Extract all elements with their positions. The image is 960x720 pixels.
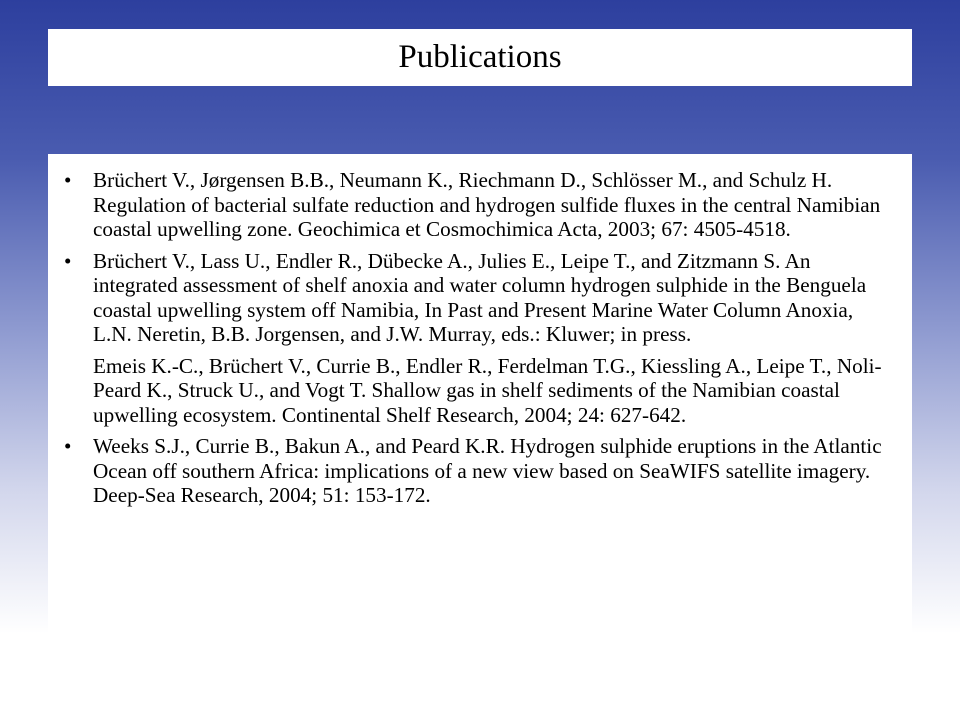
bullet-marker: • xyxy=(64,248,72,273)
bullet-marker: • xyxy=(64,434,72,458)
slide-title: Publications xyxy=(398,39,562,75)
publication-item xyxy=(64,354,892,428)
publication-text: Weeks S.J., Currie B., Bakun A., and Peard K.R. Hydrogen sulphide eruptions in the Atlantic Ocean off southern Africa: implications of a new view based on SeaWIFS satellite imagery. Deep-Sea Research, 2004; 51: 153-172. xyxy=(93,434,882,507)
title-box xyxy=(48,29,912,86)
bullet-marker: • xyxy=(64,168,72,192)
publication-item xyxy=(64,249,892,347)
publication-item xyxy=(64,434,892,508)
publication-text: Brüchert V., Jørgensen B.B., Neumann K., Riechmann D., Schlösser M., and Schulz H. Regulation of bacterial sulfate reduction and hydrogen sulfide fluxes in the central Namibian coastal upwelling zone. Geochimica et Cosmochimica Acta, 2003; 67: 4505-4518. xyxy=(93,168,881,241)
publication-text: Brüchert V., Lass U., Endler R., Dübecke A., Julies E., Leipe T., and Zitzmann S. An integrated assessment of shelf anoxia and water column hydrogen sulphide in the Benguela coastal upwelling system off Namibia, In Past and Present Marine Water Column Anoxia, L.N. Neretin, B.B. Jorgensen, and J.W. Murray, eds.: Kluwer; in press. xyxy=(93,248,867,346)
publications-list xyxy=(48,154,912,641)
publication-text: Emeis K.-C., Brüchert V., Currie B., Endler R., Ferdelman T.G., Kiessling A., Leipe T., Noli-Peard K., Struck U., and Vogt T. Shallow gas in shelf sediments of the Namibian coastal upwelling ecosystem. Continental Shelf Research, 2004; 24: 627-642. xyxy=(93,353,882,427)
publication-item xyxy=(64,168,892,242)
